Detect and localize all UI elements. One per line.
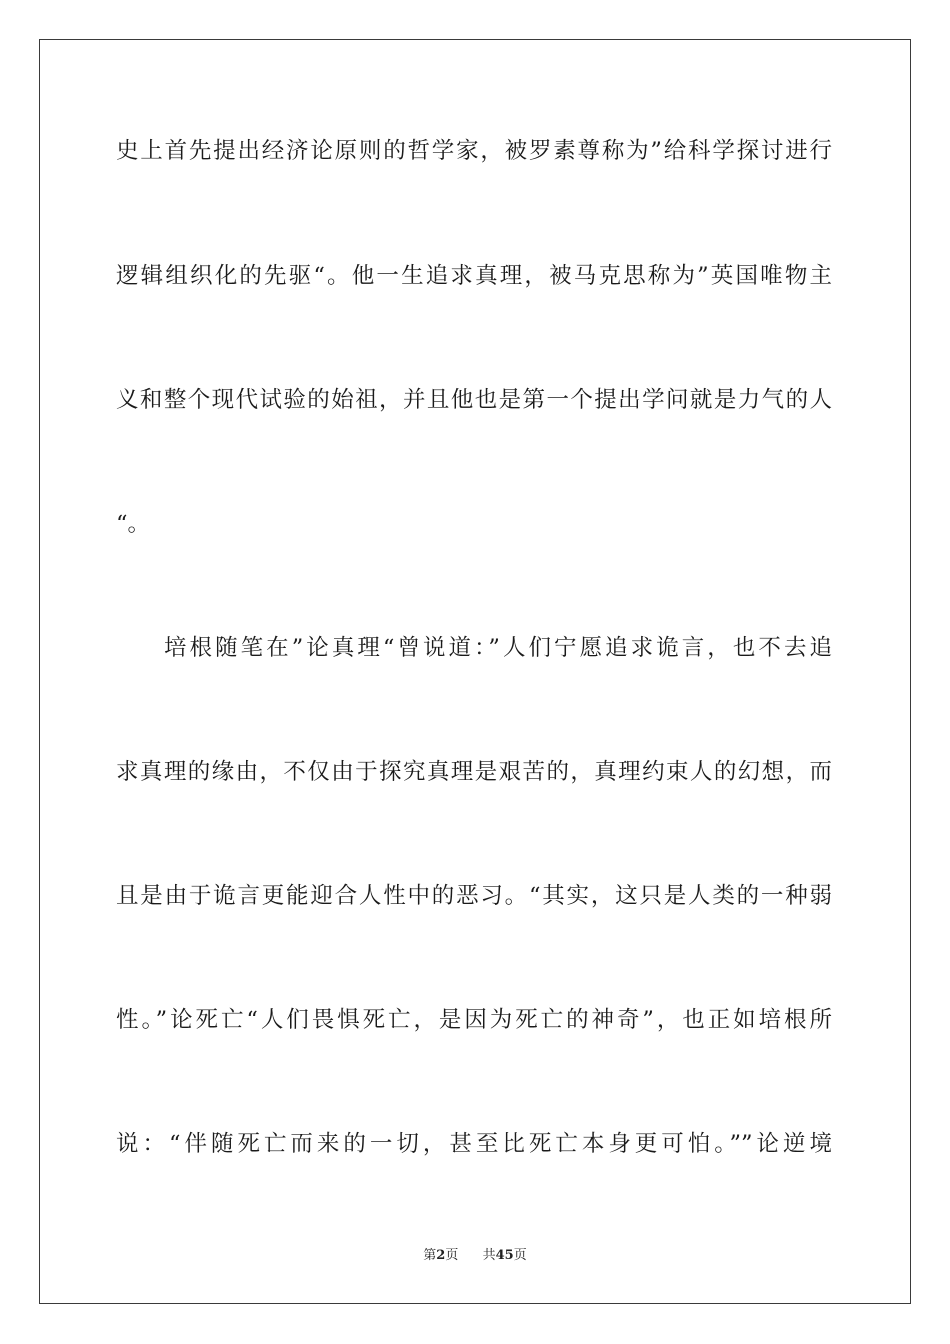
text-line-8: 性。”论死亡“人们畏惧死亡，是因为死亡的神奇”，也正如培根所 xyxy=(116,1007,832,1033)
footer-total-suffix: 页 xyxy=(513,1248,527,1263)
text-line-4: “。 xyxy=(116,511,151,537)
text-line-6: 求真理的缘由，不仅由于探究真理是艰苦的，真理约束人的幻想，而 xyxy=(116,759,832,785)
text-line-5-paragraph-start: 培根随笔在”论真理“曾说道：”人们宁愿追求诡言，也不去追 xyxy=(164,635,832,661)
footer-page-prefix: 第 xyxy=(423,1248,437,1263)
footer-page-suffix: 页 xyxy=(445,1248,459,1263)
text-line-1: 史上首先提出经济论原则的哲学家，被罗素尊称为”给科学探讨进行 xyxy=(116,138,832,164)
page-footer xyxy=(0,1247,950,1265)
footer-total-pages: 45 xyxy=(495,1248,514,1263)
text-line-2: 逻辑组织化的先驱“。他一生追求真理，被马克思称为”英国唯物主 xyxy=(116,263,832,289)
footer-total-prefix: 共 xyxy=(482,1248,496,1263)
text-line-3: 义和整个现代试验的始祖，并且他也是第一个提出学问就是力气的人 xyxy=(116,387,832,413)
text-line-7: 且是由于诡言更能迎合人性中的恶习。“其实，这只是人类的一种弱 xyxy=(116,883,832,909)
page-border xyxy=(39,39,911,1304)
text-line-9: 说：“伴随死亡而来的一切，甚至比死亡本身更可怕。””论逆境 xyxy=(116,1131,832,1157)
footer-page-number: 2 xyxy=(436,1248,446,1263)
